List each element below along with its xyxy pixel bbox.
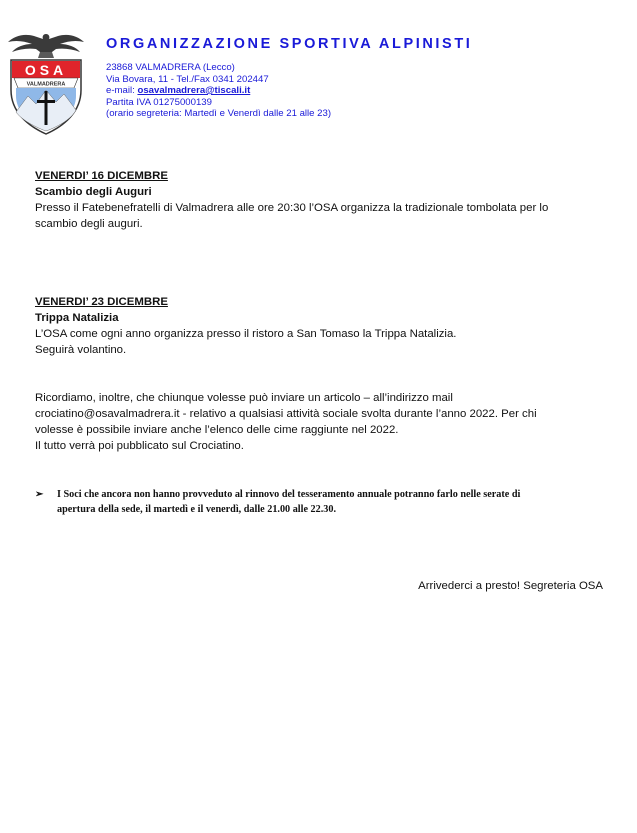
membership-notice [35, 487, 595, 517]
notice-line: apertura della sede, il martedì e il venerdì, dalle 21.00 alle 22.30. [57, 504, 336, 515]
reminder-line: crociatino@osavalmadrera.it - relativo a qualsiasi attività sociale svolta durante l’anno 2022. Per chi [35, 408, 537, 420]
eagle-icon [8, 34, 84, 58]
organization-title: ORGANIZZAZIONE SPORTIVA ALPINISTI [106, 36, 473, 52]
logo-ribbon-text: VALMADRERA [26, 81, 66, 88]
event-section [35, 168, 548, 232]
email-label: e-mail: [106, 85, 138, 96]
event-text-line: Seguirà volantino. [35, 344, 127, 356]
event-date: VENERDI’ 16 DICEMBRE [35, 170, 168, 182]
event-title: Scambio degli Auguri [35, 186, 152, 198]
organization-info [106, 62, 331, 120]
event-text-line: scambio degli auguri. [35, 218, 143, 230]
reminder-line: volesse è possibile inviare anche l’elenco delle cime raggiunte nel 2022. [35, 424, 399, 436]
logo-text: OSA [24, 62, 68, 78]
address-line: 23868 VALMADRERA (Lecco) [106, 62, 235, 73]
arrow-bullet-icon: ➢ [35, 489, 44, 500]
event-title: Trippa Natalizia [35, 312, 119, 324]
notice-line: I Soci che ancora non hanno provveduto al rinnovo del tesseramento annuale potranno farlo nelle serate di [57, 489, 521, 500]
email-link[interactable]: osavalmadrera@tiscali.it [137, 85, 251, 96]
reminder-line: Il tutto verrà poi pubblicato sul Crociatino. [35, 440, 244, 452]
event-section [35, 294, 456, 358]
vat-line: Partita IVA 01275000139 [106, 96, 212, 108]
email-line [106, 85, 331, 97]
reminder-section [35, 390, 537, 454]
reminder-line: Ricordiamo, inoltre, che chiunque volesse può inviare un articolo – all’indirizzo mail [35, 392, 453, 404]
signoff: Arrivederci a presto! Segreteria OSA [418, 580, 603, 592]
event-text-line: Presso il Fatebenefratelli di Valmadrera alle ore 20:30 l’OSA organizza la tradizionale tombolata per lo [35, 202, 549, 214]
street-line: Via Bovara, 11 - Tel./Fax 0341 202447 [106, 73, 269, 85]
event-text-line: L’OSA come ogni anno organizza presso il ristoro a San Tomaso la Trippa Natalizia. [35, 328, 457, 340]
event-date: VENERDI’ 23 DICEMBRE [35, 296, 168, 308]
osa-logo [6, 30, 86, 136]
hours-line: (orario segreteria: Martedì e Venerdì dalle 21 alle 23) [106, 108, 332, 119]
